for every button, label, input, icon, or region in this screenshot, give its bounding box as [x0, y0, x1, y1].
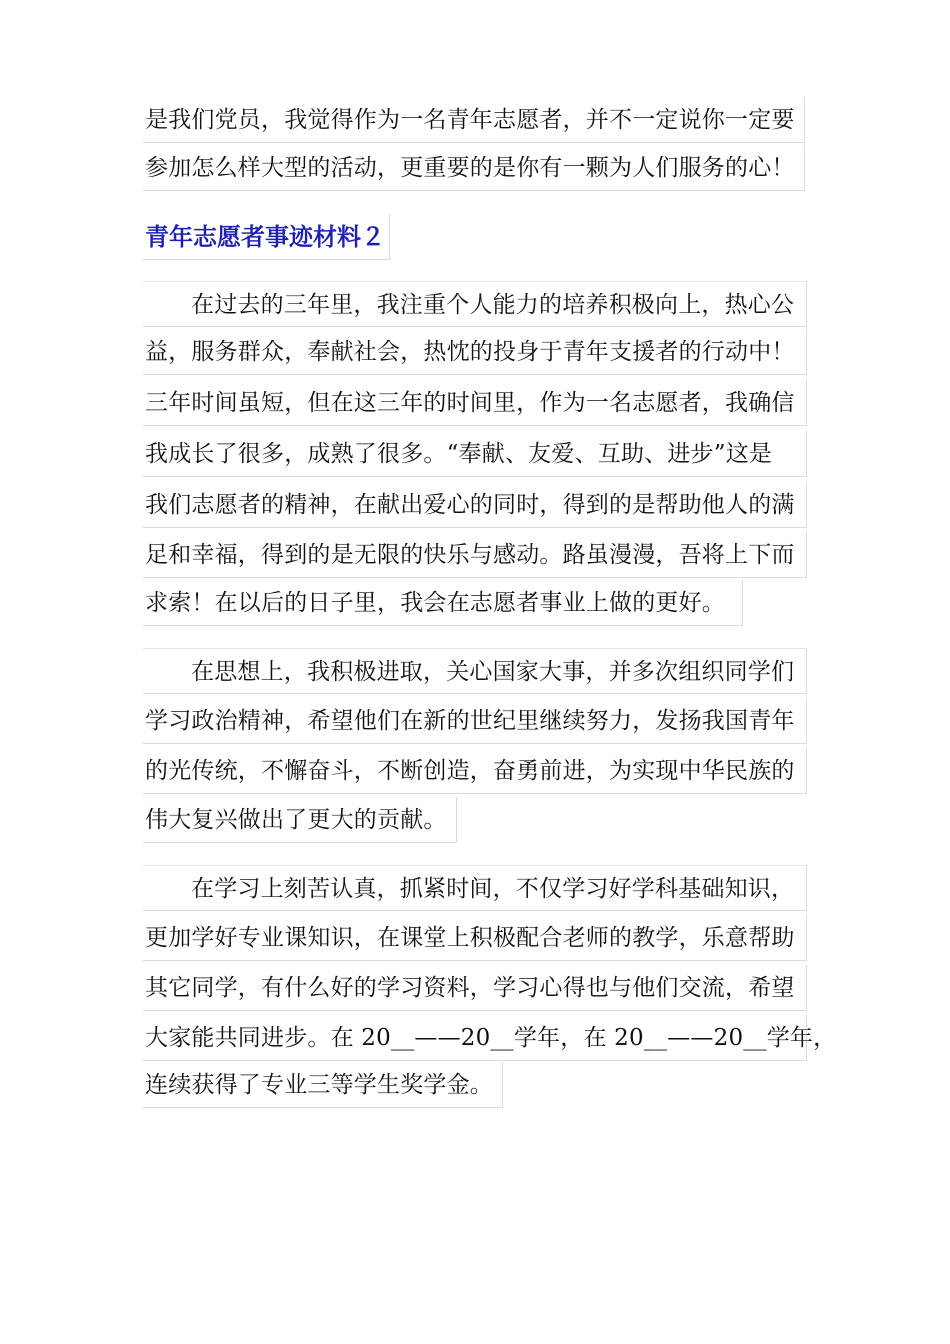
paragraph-line: 是我们党员，我觉得作为一名青年志愿者，并不一定说你一定要: [143, 97, 805, 143]
paragraph-line: 在思想上，我积极进取，关心国家大事，并多次组织同学们: [143, 648, 807, 694]
paragraph-line: 其它同学，有什么好的学习资料，学习心得也与他们交流，希望: [143, 965, 807, 1011]
paragraph-line: 求索！在以后的日子里，我会在志愿者事业上做的更好。: [143, 580, 743, 626]
paragraph-line: 在学习上刻苦认真，抓紧时间，不仅学习好学科基础知识，: [143, 865, 807, 911]
paragraph-line: 在过去的三年里，我注重个人能力的培养积极向上，热心公: [143, 281, 807, 327]
paragraph-line: 我们志愿者的精神，在献出爱心的同时，得到的是帮助他人的满: [143, 482, 807, 528]
paragraph-line: 益，服务群众，奉献社会，热忱的投身于青年支援者的行动中！: [143, 329, 807, 375]
section-heading: 青年志愿者事迹材料２: [143, 214, 390, 260]
paragraph-line: 连续获得了专业三等学生奖学金。: [143, 1062, 503, 1108]
paragraph-line: 三年时间虽短，但在这三年的时间里，作为一名志愿者，我确信: [143, 380, 807, 426]
paragraph-line: 足和幸福，得到的是无限的快乐与感动。路虽漫漫，吾将上下而: [143, 532, 807, 578]
paragraph-line: 大家能共同进步。在 20__——20__学年，在 20__——20__学年，: [143, 1015, 807, 1061]
paragraph-line: 学习政治精神，希望他们在新的世纪里继续努力，发扬我国青年: [143, 698, 807, 744]
paragraph-line: 参加怎么样大型的活动，更重要的是你有一颗为人们服务的心！: [143, 145, 805, 191]
paragraph-line: 更加学好专业课知识，在课堂上积极配合老师的教学，乐意帮助: [143, 915, 807, 961]
paragraph-line: 我成长了很多，成熟了很多。“奉献、友爱、互助、进步”这是: [143, 431, 807, 477]
paragraph-line: 的光传统，不懈奋斗，不断创造，奋勇前进，为实现中华民族的: [143, 748, 807, 794]
paragraph-line: 伟大复兴做出了更大的贡献。: [143, 797, 457, 843]
